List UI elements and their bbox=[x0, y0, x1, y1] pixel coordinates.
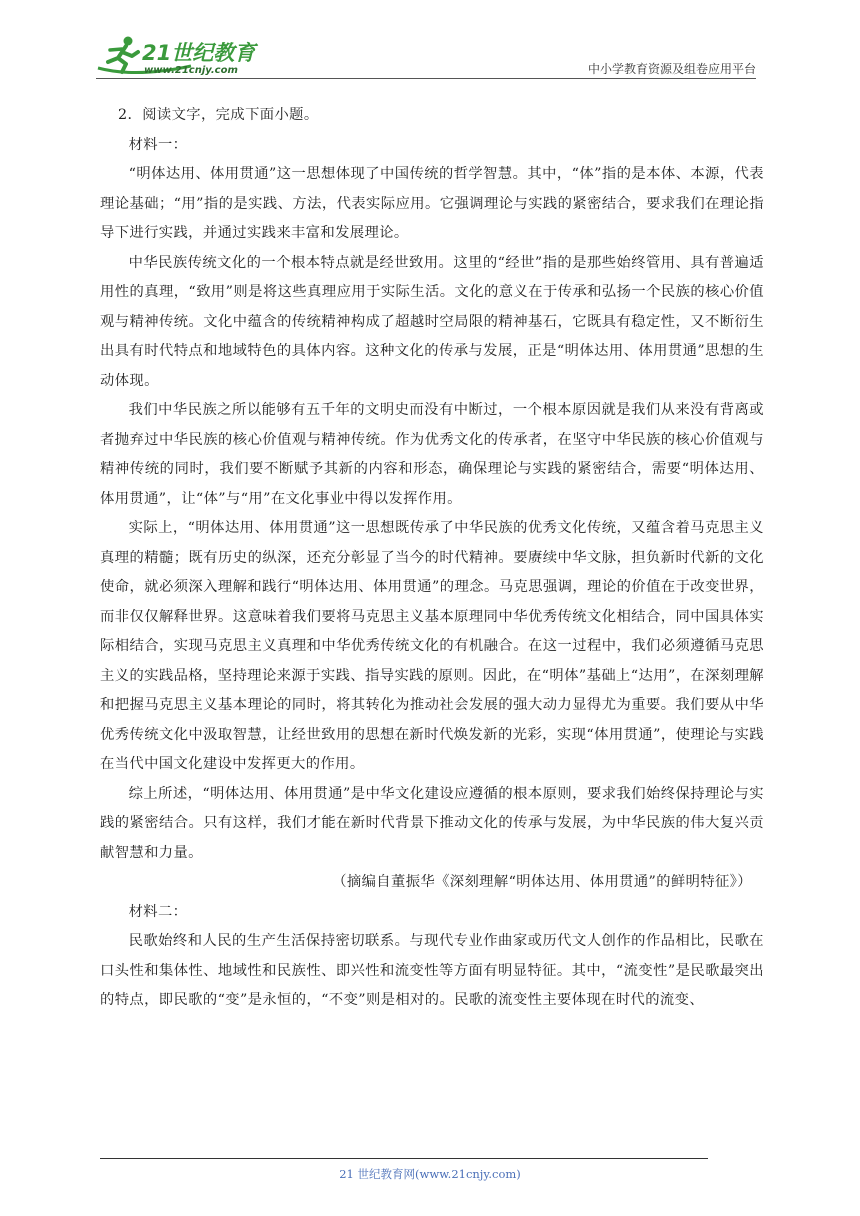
site-logo[interactable] bbox=[96, 32, 276, 78]
paragraph: 民歌始终和人民的生产生活保持密切联系。与现代专业作曲家或历代文人创作的作品相比，民歌在口头性和集体性、地域性和民族性、即兴性和流变性等方面有明显特征。其中，“流变性”是民歌最突出的特点，即民歌的“变”是永恒的，“不变”则是相对的。民歌的流变性主要体现在时代的流变、 bbox=[100, 933, 764, 1008]
paragraph: 我们中华民族之所以能够有五千年的文明史而没有中断过，一个根本原因就是我们从来没有背离或者抛弃过中华民族的核心价值观与精神传统。作为优秀文化的传承者，在坚守中华民族的核心价值观与精神传统的同时，我们要不断赋予其新的内容和形态，确保理论与实践的紧密结合，需要“明体达用、体用贯通”，让“体”与“用”在文化事业中得以发挥作用。 bbox=[100, 402, 764, 507]
paragraph: 材料一： bbox=[128, 136, 188, 153]
question-heading: 2．阅读文字，完成下面小题。 bbox=[118, 107, 319, 123]
paragraph: 中华民族传统文化的一个根本特点就是经世致用。这里的“经世”指的是那些始终管用、具有普遍适用性的真理，“致用”则是将这些真理应用于实际生活。文化的意义在于传承和弘扬一个民族的核心价值观与精神传统。文化中蕴含的传统精神构成了超越时空局限的精神基石，它既具有稳定性，又不断衍生出具有时代特点和地域特色的具体内容。这种文化的传承与发展，正是“明体达用、体用贯通”思想的生动体现。 bbox=[100, 254, 764, 389]
platform-name: 中小学教育资源及组卷应用平台 bbox=[587, 62, 756, 76]
footer-divider bbox=[100, 1158, 708, 1159]
paragraph: 综上所述，“明体达用、体用贯通”是中华文化建设应遵循的根本原则，要求我们始终保持理论与实践的紧密结合。只有这样，我们才能在新时代背景下推动文化的传承与发展，为中华民族的伟大复兴贡献智慧和力量。 bbox=[100, 785, 764, 861]
page-header bbox=[96, 32, 756, 80]
paragraph: 实际上，“明体达用、体用贯通”这一思想既传承了中华民族的优秀文化传统，又蕴含着马克思主义真理的精髓；既有历史的纵深，还充分彰显了当今的时代精神。要赓续中华文脉，担负新时代新的文化使命，就必须深入理解和践行“明体达用、体用贯通”的理念。马克思强调，理论的价值在于改变世界，而非仅仅解释世界。这意味着我们要将马克思主义基本原理同中华优秀传统文化相结合，同中国具体实际相结合，实现马克思主义真理和中华优秀传统文化的有机融合。在这一过程中，我们必须遵循马克思主义的实践品格，坚持理论来源于实践、指导实践的原则。因此，在“明体”基础上“达用”，在深刻理解和把握马克思主义基本理论的同时，将其转化为推动社会发展的强大动力显得尤为重要。我们要从中华优秀传统文化中汲取智慧，让经世致用的思想在新时代焕发新的光彩，实现“体用贯通”，使理论与实践在当代中国文化建设中发挥更大的作用。 bbox=[100, 520, 764, 772]
document-body bbox=[100, 101, 764, 1016]
footer-link[interactable]: 21 世纪教育网(www.21cnjy.com) bbox=[339, 1167, 521, 1181]
logo-text: 21世纪教育 bbox=[142, 41, 256, 65]
paragraph: “明体达用、体用贯通”这一思想体现了中国传统的哲学智慧。其中，“体”指的是本体、本源，代表理论基础；“用”指的是实践、方法，代表实际应用。它强调理论与实践的紧密结合，要求我们在理论指导下进行实践，并通过实践来丰富和发展理论。 bbox=[100, 166, 764, 241]
runner-logo-icon bbox=[96, 32, 276, 78]
logo-url-text: www.21cnjy.com bbox=[144, 65, 238, 76]
header-divider bbox=[96, 78, 756, 79]
source-citation: （摘编自董振华《深刻理解“明体达用、体用贯通”的鲜明特征》） bbox=[332, 874, 752, 890]
paragraph: 材料二： bbox=[128, 903, 188, 920]
